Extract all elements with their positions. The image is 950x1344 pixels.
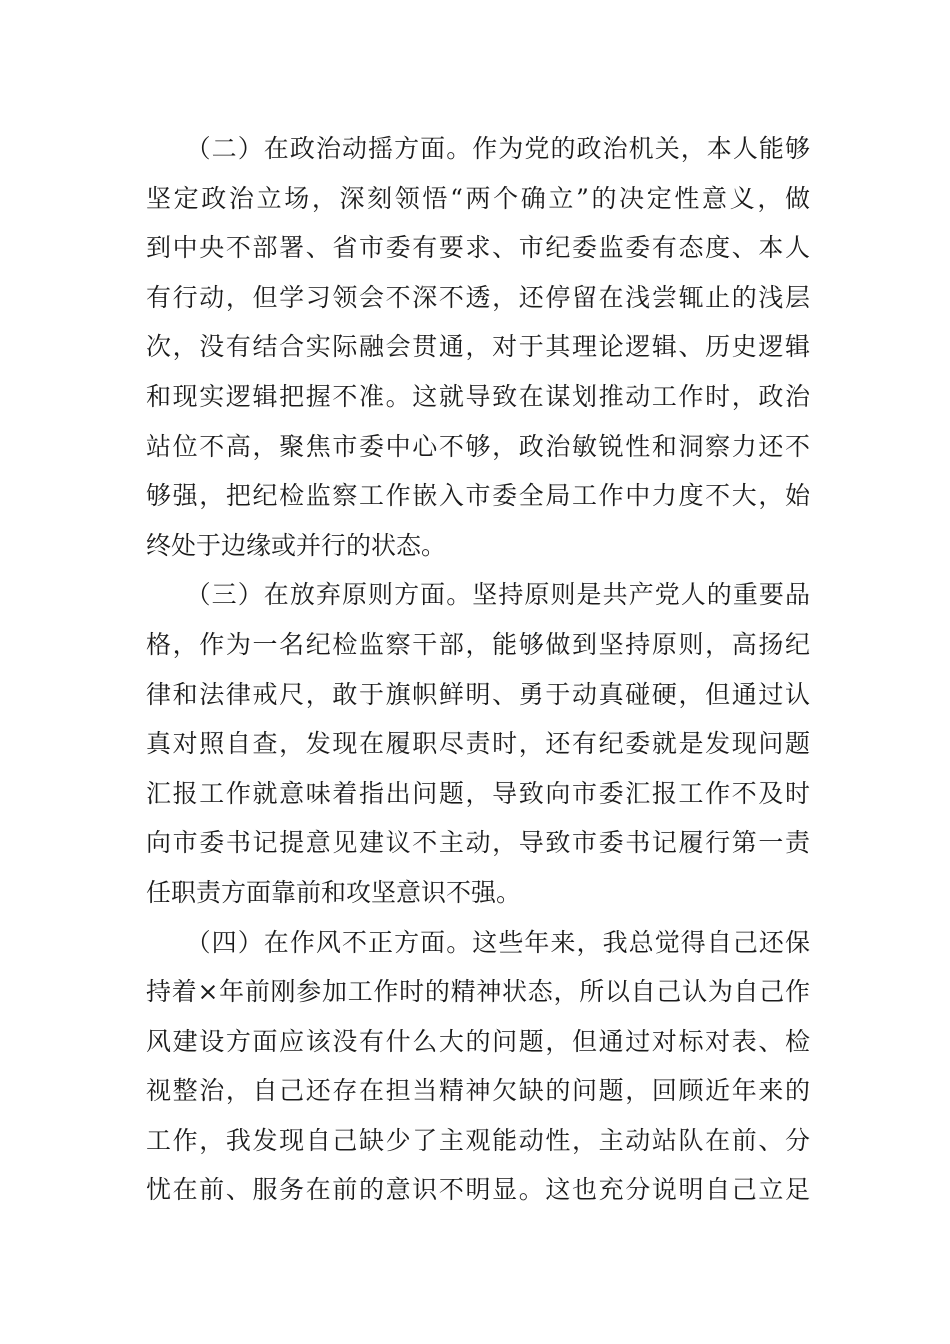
text-line: 视整治，自己还存在担当精神欠缺的问题，回顾近年来的 xyxy=(146,1076,810,1106)
text-line: 够强，把纪检监察工作嵌入市委全局工作中力度不大，始 xyxy=(146,481,810,511)
text-line: （四）在作风不正方面。这些年来，我总觉得自己还保 xyxy=(146,927,810,957)
text-line: 站位不高，聚焦市委中心不够，政治敏锐性和洞察力还不 xyxy=(146,431,810,461)
text-line: 和现实逻辑把握不准。这就导致在谋划推动工作时，政治 xyxy=(146,381,810,411)
text-line: 真对照自查，发现在履职尽责时，还有纪委就是发现问题 xyxy=(146,729,810,759)
paragraph-political-wavering xyxy=(146,124,810,570)
text-line: （三）在放弃原则方面。坚持原则是共产党人的重要品 xyxy=(146,580,810,610)
text-line: 汇报工作就意味着指出问题，导致向市委汇报工作不及时 xyxy=(146,778,810,808)
text-line: 风建设方面应该没有什么大的问题，但通过对标对表、检 xyxy=(146,1026,810,1056)
text-line: 持着×年前刚参加工作时的精神状态，所以自己认为自己作 xyxy=(146,977,810,1007)
text-line: 任职责方面靠前和攻坚意识不强。 xyxy=(146,877,522,907)
text-line: 向市委书记提意见建议不主动，导致市委书记履行第一责 xyxy=(146,828,810,858)
text-line: 有行动，但学习领会不深不透，还停留在浅尝辄止的浅层 xyxy=(146,282,810,312)
paragraph-improper-work-style xyxy=(146,918,810,1216)
text-line: 到中央不部署、省市委有要求、市纪委监委有态度、本人 xyxy=(146,233,810,263)
text-line: 工作，我发现自己缺少了主观能动性，主动站队在前、分 xyxy=(146,1125,810,1155)
text-line: 坚定政治立场，深刻领悟“两个确立”的决定性意义，做 xyxy=(146,183,810,213)
text-line: 格，作为一名纪检监察干部，能够做到坚持原则，高扬纪 xyxy=(146,629,810,659)
paragraph-abandoning-principles xyxy=(146,570,810,917)
text-line: 律和法律戒尺，敢于旗帜鲜明、勇于动真碰硬，但通过认 xyxy=(146,679,810,709)
text-line: 忧在前、服务在前的意识不明显。这也充分说明自己立足 xyxy=(146,1175,810,1205)
text-line: 终处于边缘或并行的状态。 xyxy=(146,530,447,560)
document-body xyxy=(146,124,810,1215)
text-line: 次，没有结合实际融会贯通，对于其理论逻辑、历史逻辑 xyxy=(146,332,810,362)
text-line: （二）在政治动摇方面。作为党的政治机关，本人能够 xyxy=(146,134,810,163)
